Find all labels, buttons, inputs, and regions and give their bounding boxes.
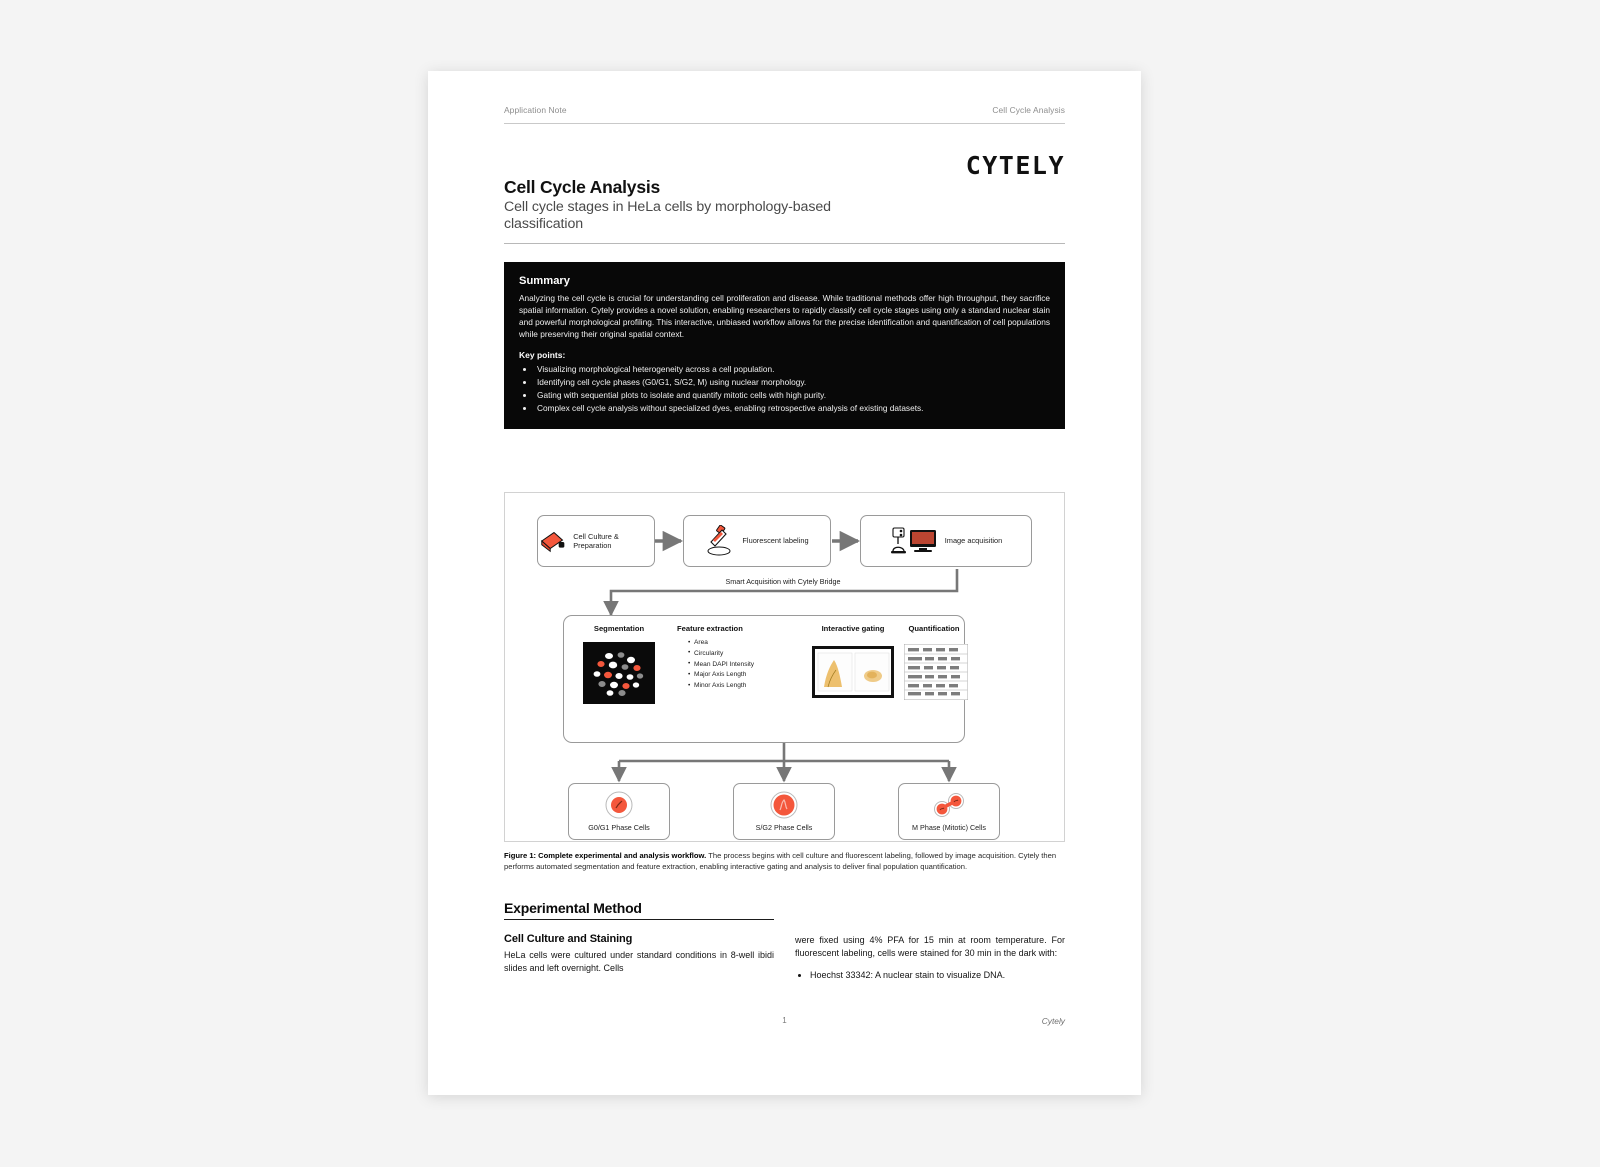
figure-caption-title: Figure 1: Complete experimental and analysis workflow. <box>504 851 707 860</box>
key-point-item: • Gating with sequential plots to isolate and quantify mitotic cells with high purity. <box>535 389 1050 402</box>
output-label: G0/G1 Phase Cells <box>588 822 650 832</box>
flask-icon <box>538 528 566 554</box>
page-title: Cell Cycle Analysis <box>504 177 661 197</box>
gating-plots-icon[interactable] <box>812 646 894 698</box>
running-head-rule <box>504 123 1065 124</box>
workflow-step-label: Image acquisition <box>944 536 1003 546</box>
figure-caption <box>504 850 1065 873</box>
summary-box <box>504 262 1065 429</box>
key-points-list <box>519 363 1050 414</box>
document-page <box>428 71 1141 1095</box>
running-head <box>504 105 1065 115</box>
page-number: 1 <box>782 1016 787 1025</box>
bridge-label: Smart Acquisition with Cytely Bridge <box>725 577 841 586</box>
running-head-right: Cell Cycle Analysis <box>992 105 1065 115</box>
sg2-nucleus-icon <box>770 791 798 819</box>
analysis-heading-feature-extraction: Feature extraction <box>677 624 743 633</box>
feature-item: • Area <box>688 638 754 649</box>
pipette-icon <box>705 525 735 557</box>
body-paragraph-right: were fixed using 4% PFA for 15 min at room temperature. For fluorescent labeling, cells were stained for 30 min in the dark with: <box>795 935 1065 958</box>
workflow-step-label: Cell Culture & Preparation <box>573 531 619 550</box>
workflow-step-image-acquisition[interactable] <box>860 515 1032 567</box>
body-column-left <box>504 900 774 975</box>
body-column-right <box>795 900 1065 981</box>
analysis-heading-quantification: Quantification <box>908 624 960 633</box>
feature-item: • Major Axis Length <box>688 670 754 681</box>
mitotic-nucleus-icon <box>932 791 966 819</box>
feature-item: • Minor Axis Length <box>688 681 754 692</box>
page-subtitle: Cell cycle stages in HeLa cells by morphology-based classification <box>504 199 831 233</box>
workflow-step-fluorescent-labeling[interactable] <box>683 515 831 567</box>
summary-heading: Summary <box>519 275 570 287</box>
stain-list-item: • Hoechst 33342: A nuclear stain to visualize DNA. <box>810 969 1065 982</box>
figure-caption-text: The process begins with cell culture and fluorescent labeling, followed by image acquisition. Cytely then performs automated segmentation and feature extraction, enabling interactive gating and analysis to deliver final population quantification. <box>504 851 1057 872</box>
output-g0g1-phase[interactable] <box>568 783 670 840</box>
summary-paragraph: Analyzing the cell cycle is crucial for understanding cell proliferation and disease. While traditional methods offer high throughput, they sacrifice spatial information. Cytely provides a novel solution, enabling researchers to rapidly classify cell cycle stages using only a standard nuclear stain and powerful morphological profiling. This interactive, unbiased workflow allows for the precise identification and quantification of cell populations while preserving their original spatial context. <box>519 293 1050 340</box>
data-table-icon <box>904 644 968 700</box>
feature-list <box>679 638 754 692</box>
analysis-heading-interactive-gating: Interactive gating <box>821 624 885 633</box>
key-points-label: Key points: <box>519 350 566 361</box>
cytely-logo: CYTELY <box>965 151 1065 180</box>
feature-item: • Circularity <box>688 649 754 660</box>
analysis-panel <box>563 615 965 743</box>
output-sg2-phase[interactable] <box>733 783 835 840</box>
section-heading: Experimental Method <box>504 900 774 920</box>
subsection-heading: Cell Culture and Staining <box>504 933 633 945</box>
output-label: M Phase (Mitotic) Cells <box>912 822 986 832</box>
microscope-icon <box>890 526 938 556</box>
title-rule <box>504 243 1065 244</box>
output-label: S/G2 Phase Cells <box>755 822 813 832</box>
workflow-step-cell-culture[interactable] <box>537 515 655 567</box>
body-paragraph-left: HeLa cells were cultured under standard conditions in 8-well ibidi slides and left overnight. Cells <box>504 950 774 973</box>
feature-item: • Mean DAPI Intensity <box>688 660 754 671</box>
key-point-item: • Identifying cell cycle phases (G0/G1, S/G2, M) using nuclear morphology. <box>535 376 1050 389</box>
workflow-step-label: Fluorescent labeling <box>742 536 809 546</box>
key-point-item: • Visualizing morphological heterogeneity across a cell population. <box>535 363 1050 376</box>
segmented-nuclei-icon <box>583 642 655 704</box>
running-head-left: Application Note <box>504 105 567 115</box>
stain-list <box>795 969 1065 982</box>
g0g1-nucleus-icon <box>605 791 633 819</box>
footer-brand: Cytely <box>1041 1016 1065 1026</box>
key-point-item: • Complex cell cycle analysis without specialized dyes, enabling retrospective analysis of existing datasets. <box>535 402 1050 415</box>
output-m-phase[interactable] <box>898 783 1000 840</box>
workflow-figure <box>504 492 1065 842</box>
analysis-heading-segmentation: Segmentation <box>593 624 645 633</box>
